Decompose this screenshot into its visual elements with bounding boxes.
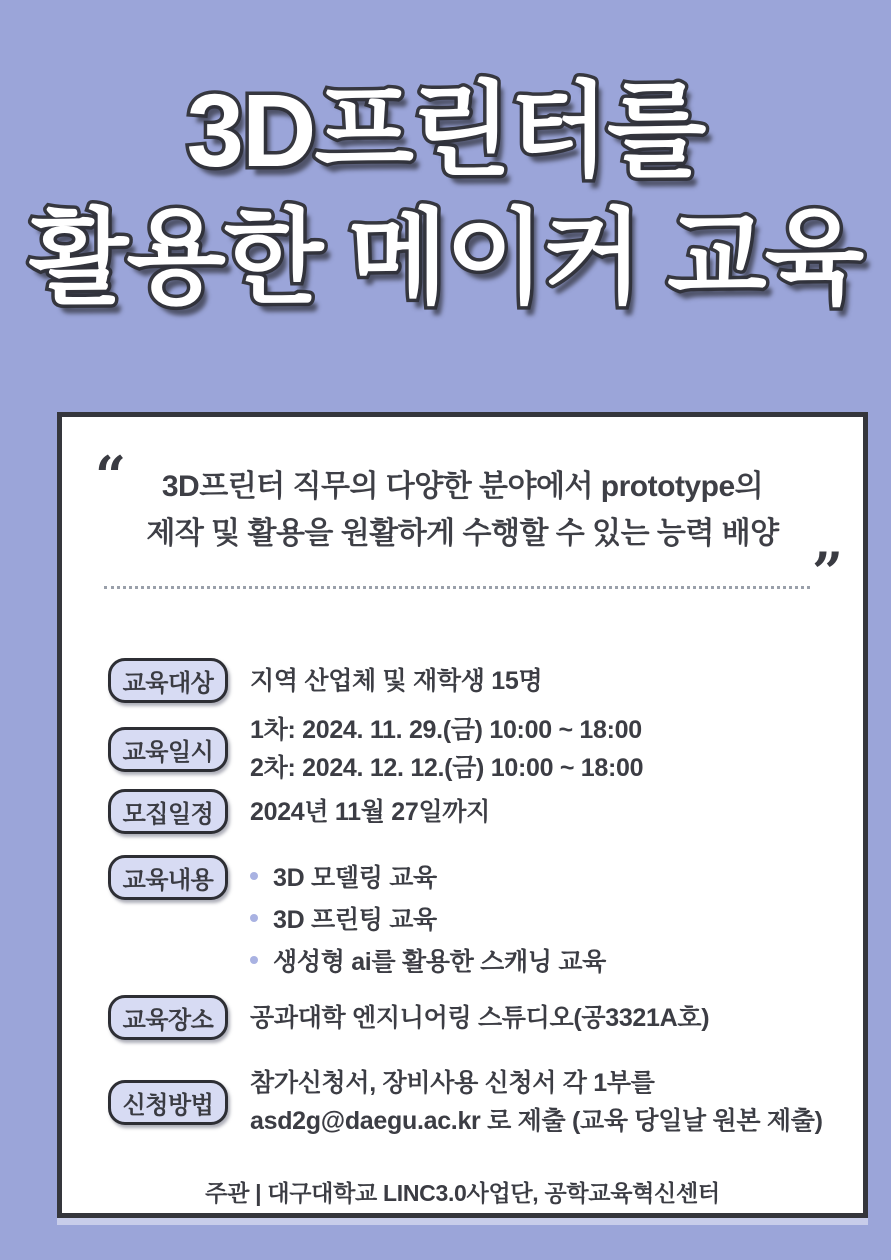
application-method-line1: 참가신청서, 장비사용 신청서 각 1부를 [250, 1069, 655, 1097]
list-item [250, 939, 606, 981]
education-content-list [250, 855, 606, 981]
close-quote-icon: ” [811, 540, 843, 604]
info-card [57, 412, 868, 1218]
list-item [250, 897, 606, 939]
content-item-1: 3D 모델링 교육 [273, 864, 437, 892]
poster-title-line1: 3D프린터를 [186, 73, 705, 188]
label-pill-application-method: 신청방법 [108, 1080, 228, 1125]
education-target-value: 지역 산업체 및 재학생 15명 [250, 666, 543, 695]
label-pill-education-location: 교육장소 [108, 995, 228, 1040]
education-location-value: 공과대학 엔지니어링 스튜디오(공3321A호) [250, 1003, 710, 1032]
schedule-session2: 2차: 2024. 12. 12.(금) 10:00 ~ 18:00 [250, 754, 644, 782]
bullet-dot-icon [250, 956, 258, 964]
bullet-dot-icon [250, 914, 258, 922]
recruitment-period-value: 2024년 11월 27일까지 [250, 797, 490, 826]
content-item-2: 3D 프린팅 교육 [273, 906, 437, 934]
row-education-content [108, 855, 833, 981]
dotted-divider [104, 586, 810, 589]
content-item-3: 생성형 ai를 활용한 스캐닝 교육 [273, 948, 607, 976]
label-pill-recruitment-period: 모집일정 [108, 789, 228, 834]
organizer-footer: 주관 | 대구대학교 LINC3.0사업단, 공학교육혁신센터 [205, 1180, 720, 1206]
row-education-target [108, 658, 833, 703]
bullet-dot-icon [250, 872, 258, 880]
application-method-line2: asd2g@daegu.ac.kr 로 제출 (교육 당일날 원본 제출) [250, 1107, 823, 1135]
quote-text [122, 463, 803, 557]
poster-title-line2: 활용한 메이커 교육 [28, 199, 863, 315]
application-method-value [250, 1064, 823, 1140]
quote-line1: 3D프린터 직무의 다양한 분야에서 prototype의 [161, 470, 764, 503]
quote-line2: 제작 및 활용을 원활하게 수행할 수 있는 능력 배양 [146, 517, 779, 550]
education-schedule-value [250, 711, 643, 787]
schedule-session1: 1차: 2024. 11. 29.(금) 10:00 ~ 18:00 [250, 716, 642, 744]
row-recruitment-period [108, 789, 833, 834]
row-application-method [108, 1064, 833, 1140]
label-pill-education-content: 교육내용 [108, 855, 228, 900]
row-education-location [108, 995, 833, 1040]
row-education-schedule [108, 717, 833, 781]
poster-title [0, 68, 891, 321]
label-pill-education-target: 교육대상 [108, 658, 228, 703]
list-item [250, 855, 606, 897]
label-pill-education-schedule: 교육일시 [108, 727, 228, 772]
open-quote-icon: “ [95, 444, 127, 508]
